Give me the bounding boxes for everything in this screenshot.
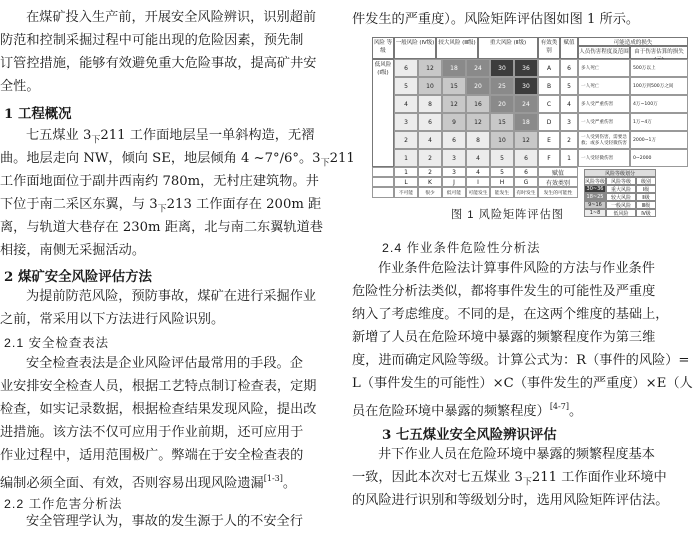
subsection-heading-2-2: 2.2 工作危害分析法	[4, 497, 123, 511]
matrix-header-value: 赋值	[560, 37, 578, 59]
likelihood-letter: J	[442, 177, 466, 187]
paragraph-figure-intro: 件发生的严重度）。风险矩阵评估图如图 1 所示。	[352, 12, 640, 27]
paragraph-intro-line: 在煤矿投入生产前，开展安全风险辨识，识别超前	[26, 10, 317, 25]
legend-grade: Ⅲ级	[636, 201, 656, 209]
likelihood-word: 有时发生	[514, 187, 538, 198]
matrix-header-general: 一般风险 (Ⅳ级)	[394, 37, 436, 59]
paragraph-lec-line: 纳入了考虑维度。不同的是，在这两个维度的基础上，	[352, 307, 669, 322]
axis-corner	[372, 187, 394, 198]
matrix-cell: 4	[418, 131, 442, 149]
paragraph-overview-line: 下位于南二采区东翼，与 $3_下213$ 工作面存在 200m 距	[0, 197, 322, 215]
legend-level: 重大风险	[606, 185, 636, 193]
matrix-cell: 12	[442, 95, 466, 113]
severity-category: D	[538, 113, 560, 131]
matrix-cell: 4	[394, 95, 418, 113]
matrix-cell: 30	[514, 77, 538, 95]
matrix-cell: 30	[490, 59, 514, 77]
injury-description: 多人死亡	[578, 59, 630, 77]
legend-range: 9~16	[584, 201, 606, 209]
matrix-cell: 3	[394, 113, 418, 131]
legend-range: 风险等级	[585, 178, 606, 185]
matrix-cell: 25	[490, 77, 514, 95]
likelihood-value: 2	[418, 167, 442, 177]
likelihood-value-label: 赋值	[538, 167, 578, 177]
legend-title: 风险等级划分	[584, 169, 656, 177]
paragraph-intro-line: 防范和控制采掘过程中可能出现的危险因素，预先制	[0, 33, 304, 48]
loss-amount: 2000~1万	[630, 131, 688, 149]
legend-range: 1~8	[584, 209, 606, 217]
citation: [1-3]	[263, 474, 283, 483]
figure-caption: 图 1 风险矩阵评估图	[451, 209, 564, 221]
severity-value: 6	[560, 59, 578, 77]
paragraph-overview-line: 离，与轨道大巷存在 230m 距离，北与南二东翼轨道巷	[0, 220, 323, 235]
axis-corner	[372, 177, 394, 187]
paragraph-lec-line: 员在危险环境中暴露的频繁程度）[4-7]。	[352, 402, 583, 419]
paragraph-overview-line: 曲。地层走向 NW，倾向 SE，地层倾角 4 ~7°/6°。$3_下211$	[0, 151, 355, 169]
matrix-cell: 10	[490, 131, 514, 149]
matrix-cell: 1	[394, 149, 418, 167]
paragraph-lec-line: L（事件发生的可能性）×C（事件发生的严重度）×E（人	[352, 376, 693, 391]
severity-category: B	[538, 77, 560, 95]
matrix-cell: 36	[514, 59, 538, 77]
subsection-heading-2-4: 2.4 作业条件危险性分析法	[382, 241, 541, 255]
matrix-cell: 18	[514, 113, 538, 131]
likelihood-value: 6	[514, 167, 538, 177]
legend-level: 一般风险	[606, 201, 636, 209]
severity-value: 3	[560, 113, 578, 131]
matrix-cell: 12	[514, 131, 538, 149]
matrix-cell: 24	[514, 95, 538, 113]
injury-description: 一人受到伤害，需要急救；或多人受轻微伤害	[578, 131, 630, 149]
paragraph-methods-line: 之前，常采用以下方法进行风险识别。	[0, 312, 225, 327]
matrix-cell: 15	[442, 77, 466, 95]
legend-range: 30~36	[584, 185, 606, 193]
likelihood-value: 4	[466, 167, 490, 177]
matrix-cell: 16	[466, 95, 490, 113]
legend-grade: Ⅰ级	[636, 185, 656, 193]
legend-grade: 级别	[636, 177, 656, 185]
severity-category: E	[538, 131, 560, 149]
paragraph-lec-line: 危险性分析法类似，都将事件发生的可能性及严重度	[352, 284, 656, 299]
legend-level: 低风险	[606, 209, 636, 217]
likelihood-word: 低可能	[442, 187, 466, 198]
likelihood-letter-label: 有效类别	[538, 177, 578, 187]
matrix-header-major: 较大风险 (Ⅲ级)	[436, 37, 478, 59]
paragraph-assessment-line: 一致，因此本次对七五煤业 $3_下211$ 工作面作业环境中	[352, 470, 667, 488]
paragraph-methods-line: 为提前防范风险，预防事故，煤矿在进行采掘作业	[26, 289, 317, 304]
likelihood-word: 不可能	[394, 187, 418, 198]
likelihood-letter: I	[466, 177, 490, 187]
injury-description: 一人受严重伤害	[578, 113, 630, 131]
likelihood-value: 1	[394, 167, 418, 177]
paragraph-lec-line: 度，进而确定风险等级。计算公式为：R（事件的风险）=	[352, 353, 690, 368]
severity-value: 4	[560, 95, 578, 113]
paragraph-overview-line: 相接，南侧无采掘活动。	[0, 243, 146, 258]
matrix-cell: 2	[418, 149, 442, 167]
likelihood-word: 很少	[418, 187, 442, 198]
axis-corner	[372, 167, 394, 177]
matrix-header-category: 有效类别	[538, 37, 560, 59]
citation: [4-7]	[549, 402, 569, 411]
matrix-header-serious: 重大风险 (Ⅱ级)	[478, 37, 538, 59]
matrix-cell: 12	[418, 59, 442, 77]
likelihood-axis-title: 发生的可能性	[538, 187, 578, 198]
matrix-cell: 3	[442, 149, 466, 167]
matrix-cell: 4	[466, 149, 490, 167]
matrix-cell: 8	[466, 131, 490, 149]
paragraph-checklist-line: 检查，如实记录数据，根据检查结果发现风险，提出改	[0, 402, 317, 417]
paragraph-checklist-line: 作业过程中，适用范围极广。弊端在于安全检查表的	[0, 448, 304, 463]
likelihood-word: 能发生	[490, 187, 514, 198]
legend-grade: Ⅱ级	[636, 193, 656, 201]
likelihood-letter: H	[490, 177, 514, 187]
paragraph-checklist-line: 编制必须全面、有效，否则容易出现风险遗漏[1-3]。	[0, 474, 297, 491]
section-heading-3: 3 七五煤业安全风险辨识评估	[382, 427, 557, 443]
matrix-cell: 9	[442, 113, 466, 131]
legend-level: 较大风险	[606, 193, 636, 201]
paragraph-assessment-line: 井下作业人员在危险环境中暴露的频繁程度基本	[378, 447, 655, 462]
matrix-cell: 24	[466, 59, 490, 77]
matrix-cell: 20	[490, 95, 514, 113]
matrix-cell: 2	[394, 131, 418, 149]
likelihood-value: 5	[490, 167, 514, 177]
paragraph-intro-line: 全性。	[0, 79, 40, 94]
matrix-cell: 6	[514, 149, 538, 167]
paragraph-overview-line: 七五煤业 $3_下211$ 工作面地层呈一单斜构造，无褶	[26, 128, 315, 146]
matrix-side-label: 低风险 (Ⅰ级)	[372, 59, 394, 167]
matrix-header-risk-level: 风险 等级	[372, 37, 394, 59]
injury-description: 一人受轻微伤害	[578, 149, 630, 167]
injury-description: 多人受严重伤害	[578, 95, 630, 113]
loss-amount: 4万~100万	[630, 95, 688, 113]
matrix-cell: 6	[418, 113, 442, 131]
matrix-cell: 10	[418, 77, 442, 95]
likelihood-letter: G	[514, 177, 538, 187]
paragraph-checklist-line: 安全检查表法是企业风险评估最常用的手段。企	[26, 356, 303, 371]
severity-category: F	[538, 149, 560, 167]
paragraph-lec-line: 新增了人员在危险环境中暴露的频繁程度作为第三维	[352, 330, 656, 345]
severity-value: 2	[560, 131, 578, 149]
loss-amount: 0~2000	[630, 149, 688, 167]
matrix-cell: 6	[394, 59, 418, 77]
severity-category: A	[538, 59, 560, 77]
matrix-header-loss: 可能造成的损失	[578, 37, 688, 46]
paragraph-checklist-line: 进措施。该方法不仅可应用于作业前期，还可应用于	[0, 425, 304, 440]
legend-grade: Ⅳ级	[636, 209, 656, 217]
section-heading-2: 2 煤矿安全风险评估方法	[4, 269, 152, 285]
subsection-heading-2-1: 2.1 安全检查表法	[4, 336, 110, 350]
likelihood-value: 3	[442, 167, 466, 177]
paragraph-assessment-line: 的风险进行识别和等级划分时，选用风险矩阵评估法。	[352, 493, 669, 508]
severity-value: 1	[560, 149, 578, 167]
legend-range: 18~25	[584, 193, 606, 201]
loss-amount: 100万到500万之间	[630, 77, 688, 95]
severity-category: C	[538, 95, 560, 113]
legend-level: 风险等级	[606, 177, 636, 185]
matrix-cell: 8	[418, 95, 442, 113]
loss-amount: 1万~4万	[630, 113, 688, 131]
paragraph-lec-line: 作业条件危险法计算事件风险的方法与作业条件	[378, 261, 655, 276]
paragraph-checklist-line: 业安排安全检查人员，根据工艺特点制订检查表，定期	[0, 379, 317, 394]
section-heading-1: 1 工程概况	[4, 106, 72, 122]
likelihood-letter: K	[418, 177, 442, 187]
injury-description: 一人死亡	[578, 77, 630, 95]
matrix-cell: 6	[442, 131, 466, 149]
matrix-cell: 5	[394, 77, 418, 95]
paragraph-intro-line: 订管控措施，能够有效避免重大危险事故，提高矿井安	[0, 56, 317, 71]
matrix-header-cost: 由于伤害估算的损失	[630, 46, 688, 59]
matrix-cell: 5	[490, 149, 514, 167]
matrix-cell: 18	[442, 59, 466, 77]
paragraph-jha-line: 安全管理学认为，事故的发生源于人的不安全行	[26, 514, 303, 529]
matrix-cell: 12	[466, 113, 490, 131]
loss-amount: 500万以上	[630, 59, 688, 77]
matrix-cell: 15	[490, 113, 514, 131]
matrix-header-injury: 人员伤害程度及范围	[578, 46, 630, 59]
likelihood-letter: L	[394, 177, 418, 187]
likelihood-word: 可能发生	[466, 187, 490, 198]
paragraph-overview-line: 工作面地面位于副井西南约 780m，无村庄建筑物。井	[0, 174, 319, 189]
severity-value: 5	[560, 77, 578, 95]
matrix-cell: 20	[466, 77, 490, 95]
